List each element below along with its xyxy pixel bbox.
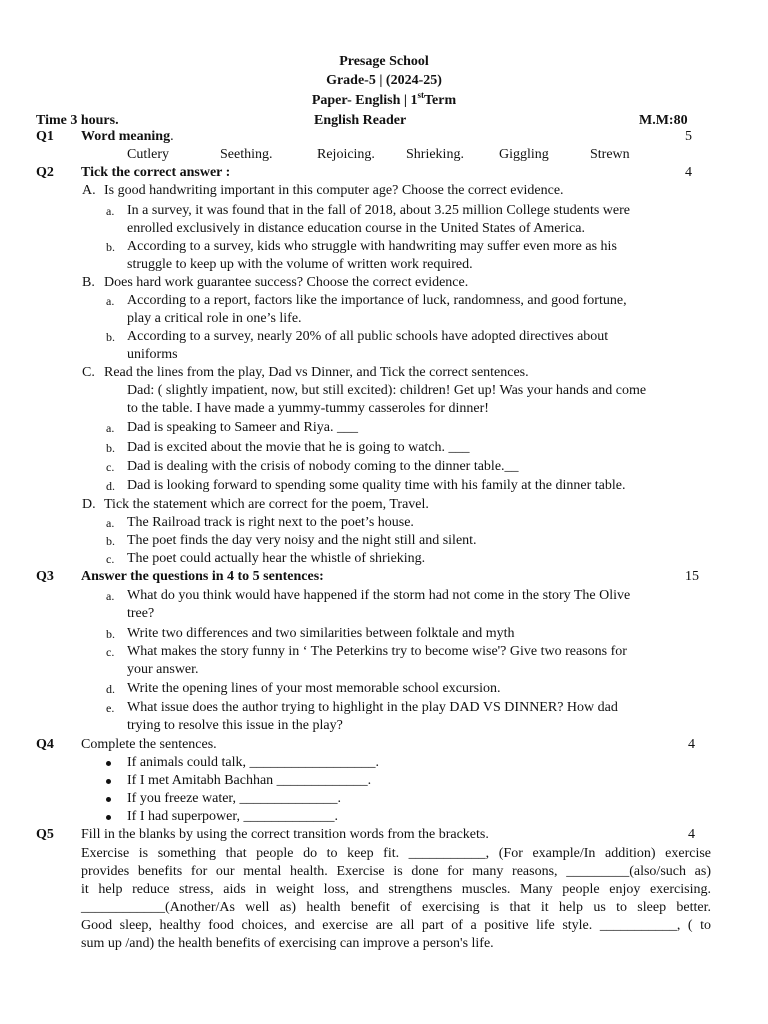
q2b-option-b: According to a survey, nearly 20% of all public schools have adopted directives about: [127, 329, 609, 344]
paper-sup: st: [417, 90, 424, 100]
q2b-option-b-cont: uniforms: [127, 347, 178, 362]
q1-title: [81, 128, 174, 146]
paper-prefix: Paper- English | 1: [311, 93, 418, 108]
q2c-quote: Dad: ( slightly impatient, now, but still excited): children! Get up! Was your hands and come: [127, 383, 647, 398]
q2d-question: Tick the statement which are correct for the poem, Travel.: [104, 497, 429, 512]
q2b-option-a-cont: play a critical role in one’s life.: [127, 311, 302, 326]
q1-number: Q1: [36, 129, 54, 144]
q4-sentence: If I met Amitabh Bachhan _____________.: [127, 773, 372, 788]
option-label: d.: [106, 682, 115, 696]
q3-question-e: What issue does the author trying to highlight in the play DAD VS DINNER? How dad: [127, 700, 618, 715]
school-name: Presage School: [339, 54, 429, 69]
q2a-option-b: According to a survey, kids who struggle with handwriting may suffer even more as his: [127, 239, 617, 254]
q3-question-c-cont: your answer.: [127, 662, 199, 677]
q4-title: Complete the sentences.: [81, 737, 217, 752]
q3-question-c: What makes the story funny in ‘ The Peterkins try to become wise'? Give two reasons for: [127, 644, 627, 659]
option-label: a.: [106, 294, 115, 308]
option-label: a.: [106, 516, 115, 530]
q3-marks: 15: [685, 569, 699, 584]
q2d-option-b: The poet finds the day very noisy and the night still and silent.: [127, 533, 477, 548]
option-label: c.: [106, 552, 115, 566]
paper-line: [0, 92, 768, 110]
option-label: e.: [106, 701, 115, 715]
q4-sentence: If I had superpower, _____________.: [127, 809, 338, 824]
q2c-quote-cont: to the table. I have made a yummy-tummy casseroles for dinner!: [127, 401, 489, 416]
time-allowed: Time 3 hours.: [36, 113, 119, 128]
q1-marks: 5: [685, 129, 692, 144]
grade-line: Grade-5 | (2024-25): [326, 73, 442, 88]
q2c-option-c: Dad is dealing with the crisis of nobody coming to the dinner table.__: [127, 459, 519, 474]
q2-title: Tick the correct answer :: [81, 165, 231, 180]
q1-word: Cutlery: [127, 147, 169, 162]
q5-passage-line: provides benefits for our mental health. Exercise is done for many reasons, _________(also/such as): [81, 864, 711, 879]
paper-suffix: Term: [423, 93, 457, 108]
option-label: b.: [106, 534, 115, 548]
q5-number: Q5: [36, 827, 54, 842]
q2c-label: C.: [82, 365, 95, 380]
option-label: a.: [106, 589, 115, 603]
q5-marks: 4: [688, 827, 695, 842]
q3-question-a: What do you think would have happened if the storm had not come in the story The Olive: [127, 588, 631, 603]
max-marks: M.M:80: [639, 113, 688, 128]
q2b-question: Does hard work guarantee success? Choose the correct evidence.: [104, 275, 469, 290]
q4-marks: 4: [688, 737, 695, 752]
option-label: a.: [106, 421, 115, 435]
q5-title: Fill in the blanks by using the correct transition words from the brackets.: [81, 827, 489, 842]
q4-number: Q4: [36, 737, 54, 752]
option-label: d.: [106, 479, 115, 493]
q5-passage-line: Good sleep, healthy food choices, and exercise are all part of a positive life style. ___________, ( to: [81, 918, 711, 933]
q2b-label: B.: [82, 275, 95, 290]
q2a-option-a: In a survey, it was found that in the fall of 2018, about 3.25 million College students were: [127, 203, 630, 218]
q2c-option-a: Dad is speaking to Sameer and Riya. ___: [127, 420, 358, 435]
q1-word: Rejoicing.: [317, 147, 375, 162]
option-label: b.: [106, 330, 115, 344]
q5-passage-line: sum up /and) the health benefits of exercising can improve a person's life.: [81, 936, 494, 951]
option-label: c.: [106, 645, 115, 659]
q3-question-b: Write two differences and two similarities between folktale and myth: [127, 626, 515, 641]
q3-question-d: Write the opening lines of your most memorable school excursion.: [127, 681, 501, 696]
q1-title-text: Word meaning: [81, 129, 171, 144]
q2c-option-d: Dad is looking forward to spending some quality time with his family at the dinner table.: [127, 478, 626, 493]
q2c-option-b: Dad is excited about the movie that he is going to watch. ___: [127, 440, 470, 455]
q2-number: Q2: [36, 165, 54, 180]
q5-passage-line: it help reduce stress, aids in weight loss, and strengthens muscles. Many people enjoy exercising.: [81, 882, 711, 897]
q4-sentence: If you freeze water, ______________.: [127, 791, 342, 806]
q3-title: Answer the questions in 4 to 5 sentences:: [81, 569, 324, 584]
q2d-label: D.: [82, 497, 96, 512]
q5-passage-line: ____________(Another/As well as) health benefit of exercising is that it help us to sleep better.: [81, 900, 711, 915]
q1-word: Seething.: [220, 147, 273, 162]
q2-marks: 4: [685, 165, 692, 180]
option-label: b.: [106, 441, 115, 455]
q3-question-a-cont: tree?: [127, 606, 155, 621]
q2d-option-a: The Railroad track is right next to the poet’s house.: [127, 515, 414, 530]
q1-word: Shrieking.: [406, 147, 464, 162]
q2a-label: A.: [82, 183, 96, 198]
q5-passage-line: Exercise is something that people do to keep fit. ___________, (For example/In addition) exercise: [81, 846, 711, 861]
q2a-option-b-cont: struggle to keep up with the volume of written work required.: [127, 257, 473, 272]
option-label: b.: [106, 627, 115, 641]
q2b-option-a: According to a report, factors like the importance of luck, randomness, and good fortune,: [127, 293, 627, 308]
q2a-option-a-cont: enrolled exclusively in distance education course in the United States of America.: [127, 221, 585, 236]
q2d-option-c: The poet could actually hear the whistle of shrieking.: [127, 551, 426, 566]
option-label: a.: [106, 204, 115, 218]
q2c-question: Read the lines from the play, Dad vs Dinner, and Tick the correct sentences.: [104, 365, 529, 380]
q4-sentence: If animals could talk, __________________.: [127, 755, 379, 770]
option-label: c.: [106, 460, 115, 474]
subject-title: English Reader: [314, 113, 407, 128]
q2a-question: Is good handwriting important in this computer age? Choose the correct evidence.: [104, 183, 564, 198]
q3-question-e-cont: trying to resolve this issue in the play?: [127, 718, 343, 733]
q1-word: Giggling: [499, 147, 549, 162]
q1-title-dot: .: [170, 129, 174, 144]
q1-word: Strewn: [590, 147, 630, 162]
q3-number: Q3: [36, 569, 54, 584]
option-label: b.: [106, 240, 115, 254]
